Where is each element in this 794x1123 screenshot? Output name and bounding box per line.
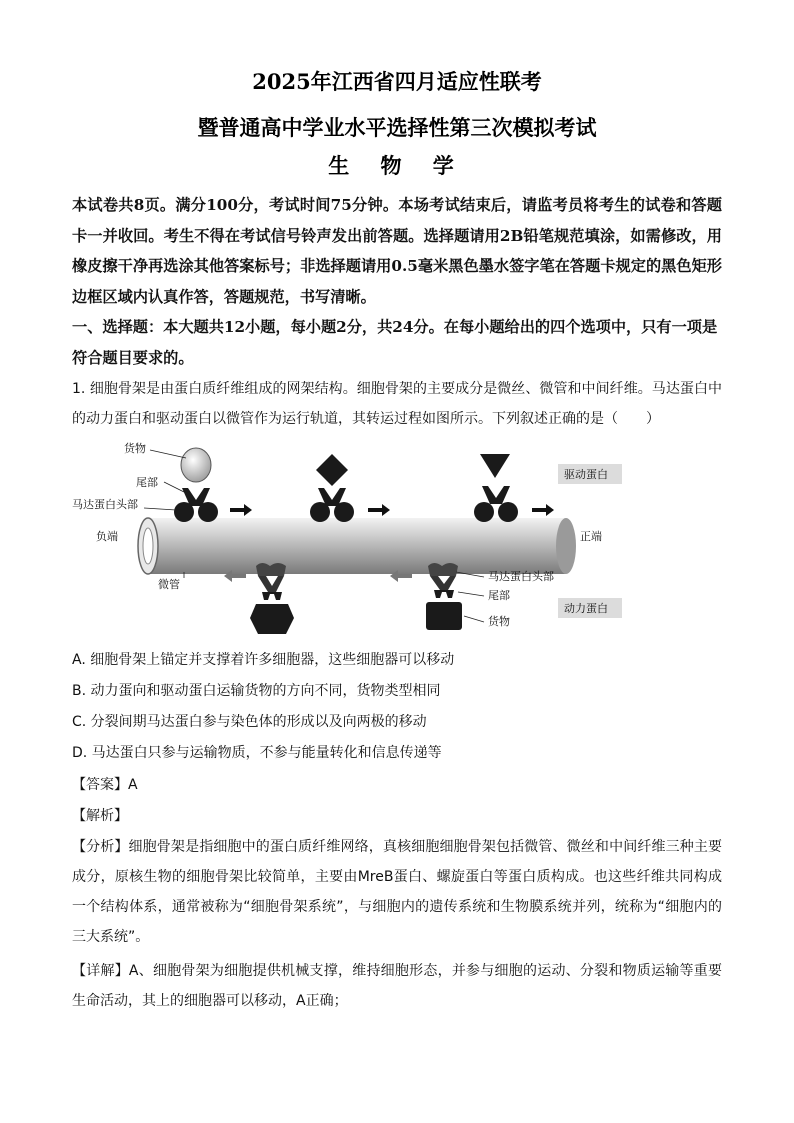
section-heading: 一、选择题：本大题共12小题，每小题2分，共24分。在每小题给出的四个选项中，只有一项是符合题目要求的。 — [72, 318, 718, 367]
label-cargo-bottom: 货物 — [488, 615, 510, 628]
option-d: D. 马达蛋白只参与运输物质，不参与能量转化和信息传递等 — [72, 745, 442, 761]
kinesin-with-triangle-cargo — [474, 454, 518, 522]
microtubule — [138, 518, 576, 574]
label-minus-end: 负端 — [96, 530, 118, 543]
kinesin-with-diamond-cargo — [310, 454, 354, 522]
exam-title-line1: 2025年江西省四月适应性联考 — [252, 69, 542, 94]
label-motor-head-top: 马达蛋白头部 — [72, 498, 138, 511]
label-motor-head-bottom: 马达蛋白头部 — [488, 570, 554, 583]
detail-paragraph: 【详解】A、细胞骨架为细胞提供机械支撑，维持细胞形态，并参与细胞的运动、分裂和物质运输等重要生命活动，其上的细胞器可以移动，A正确； — [72, 963, 722, 1009]
label-tail-top: 尾部 — [136, 476, 158, 489]
option-a: A. 细胞骨架上锚定并支撑着许多细胞器，这些细胞器可以移动 — [72, 652, 455, 668]
label-tail-bottom: 尾部 — [488, 589, 510, 602]
kinesin-with-oval-cargo — [174, 448, 218, 522]
label-kinesin: 驱动蛋白 — [564, 468, 608, 481]
label-cargo-top: 货物 — [124, 442, 146, 455]
exam-title-line2: 暨普通高中学业水平选择性第三次模拟考试 — [197, 115, 597, 140]
question-1-stem: 1. 细胞骨架是由蛋白质纤维组成的网架结构。细胞骨架的主要成分是微丝、微管和中间纤维。马达蛋白中的动力蛋白和驱动蛋白以微管作为运行轨道，其转运过程如图所示。下列叙述正确的是（ ） — [72, 381, 722, 427]
motor-protein-figure — [72, 436, 632, 636]
exam-instructions: 本试卷共8页。满分100分，考试时间75分钟。本场考试结束后，请监考员将考生的试卷和答题卡一并收回。考生不得在考试信号铃声发出前答题。选择题请用2B铅笔规范填涂，如需修改，用橡皮擦干净再选涂其他答案标号；非选择题请用0.5毫米黑色墨水签字笔在答题卡规定的黑色矩形边框区域内认真作答，答题规范，书写清晰。 — [72, 196, 722, 306]
subject-title: 生 物 学 — [328, 153, 466, 178]
option-b: B. 动力蛋向和驱动蛋白运输货物的方向不同，货物类型相同 — [72, 683, 441, 699]
explanation-heading: 【解析】 — [72, 808, 128, 824]
label-plus-end: 正端 — [580, 530, 602, 543]
label-dynein: 动力蛋白 — [564, 602, 608, 615]
answer-line: 【答案】A — [72, 777, 138, 793]
analysis-paragraph: 【分析】细胞骨架是指细胞中的蛋白质纤维网络，真核细胞细胞骨架包括微管、微丝和中间纤维三种主要成分，原核生物的细胞骨架比较简单，主要由MreB蛋白、螺旋蛋白等蛋白质构成。也这些纤维共同构成一个结构体系，通常被称为“细胞骨架系统”，与细胞内的遗传系统和生物膜系统并列，统称为“细胞内的三大系统”。 — [72, 839, 722, 945]
option-c: C. 分裂间期马达蛋白参与染色体的形成以及向两极的移动 — [72, 714, 427, 730]
label-microtubule: 微管 — [158, 578, 180, 591]
